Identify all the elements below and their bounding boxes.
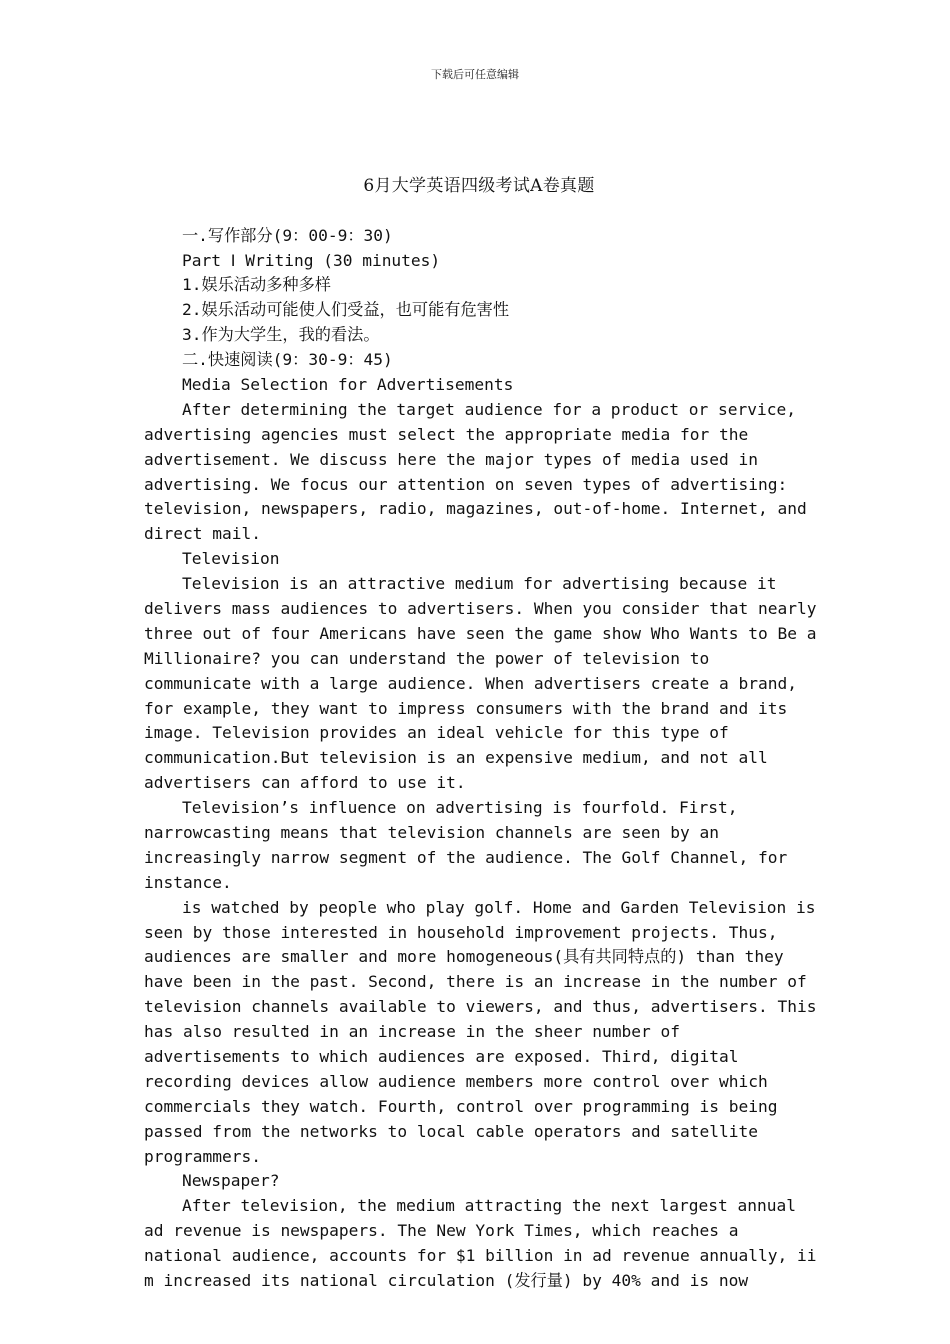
text-line: Part Ⅰ Writing (30 minutes) xyxy=(182,250,441,270)
text-line: advertising agencies must select the appropriate media for the xyxy=(144,424,749,444)
text-line: increasingly narrow segment of the audience. The Golf Channel, for xyxy=(144,847,788,867)
text-line: 二.快速阅读(9：30-9：45) xyxy=(182,350,393,370)
text-line: Millionaire? you can understand the power of television to xyxy=(144,648,710,668)
document-body xyxy=(144,124,817,1294)
text-line: 2.娱乐活动可能使人们受益，也可能有危害性 xyxy=(182,300,510,320)
text-line: Newspaper? xyxy=(182,1171,280,1191)
text-line: 3.作为大学生，我的看法。 xyxy=(182,325,380,345)
text-line: instance. xyxy=(144,872,232,892)
text-line: programmers. xyxy=(144,1146,261,1166)
text-line: 一.写作部分(9：00-9：30) xyxy=(182,225,393,245)
text-line: advertising. We focus our attention on seven types of advertising: xyxy=(144,474,788,494)
text-line: delivers mass audiences to advertisers. When you consider that nearly xyxy=(144,598,817,618)
text-line: commercials they watch. Fourth, control over programming is being xyxy=(144,1096,778,1116)
text-line: advertisers can afford to use it. xyxy=(144,773,466,793)
text-line: Television’s influence on advertising is fourfold. First, xyxy=(182,798,738,818)
text-line: national audience, accounts for $1 billion in ad revenue annually, ii xyxy=(144,1246,817,1266)
text-line: narrowcasting means that television channels are seen by an xyxy=(144,822,719,842)
text-line: image. Television provides an ideal vehicle for this type of xyxy=(144,723,729,743)
text-line: Television is an attractive medium for advertising because it xyxy=(182,574,777,594)
text-line: After determining the target audience for a product or service, xyxy=(182,399,796,419)
text-line: direct mail. xyxy=(144,524,261,544)
text-line: for example, they want to impress consumers with the brand and its xyxy=(144,698,788,718)
text-line: advertisements to which audiences are exposed. Third, digital xyxy=(144,1047,739,1066)
text-line: recording devices allow audience members more control over which xyxy=(144,1071,768,1091)
text-line: television, newspapers, radio, magazines, out-of-home. Internet, and xyxy=(144,499,807,519)
text-line: ad revenue is newspapers. The New York Times, which reaches a xyxy=(144,1221,739,1241)
text-line: has also resulted in an increase in the sheer number of xyxy=(144,1022,681,1042)
document-title: 6月大学英语四级考试A卷真题 xyxy=(363,175,595,196)
text-line: audiences are smaller and more homogeneous(具有共同特点的) than they xyxy=(144,947,784,967)
text-line: m increased its national circulation (发行量) by 40% and is now xyxy=(144,1271,749,1291)
text-line: advertisement. We discuss here the major types of media used in xyxy=(144,449,758,469)
text-line: communication.But television is an expensive medium, and not all xyxy=(144,748,768,768)
text-line: 1.娱乐活动多种多样 xyxy=(182,275,331,295)
text-line: communicate with a large audience. When advertisers create a brand, xyxy=(144,673,797,693)
text-line: is watched by people who play golf. Home and Garden Television is xyxy=(182,897,816,917)
text-line: After television, the medium attracting the next largest annual xyxy=(182,1196,796,1216)
text-line: passed from the networks to local cable operators and satellite xyxy=(144,1121,758,1141)
header-note: 下载后可任意编辑 xyxy=(431,68,519,81)
text-line: three out of four Americans have seen the game show Who Wants to Be a xyxy=(144,623,817,643)
text-line: have been in the past. Second, there is an increase in the number of xyxy=(144,972,807,992)
text-line: seen by those interested in household improvement projects. Thus, xyxy=(144,922,778,942)
text-line: television channels available to viewers, and thus, advertisers. This xyxy=(144,997,817,1017)
text-line: Television xyxy=(182,549,280,569)
text-line: Media Selection for Advertisements xyxy=(182,374,514,394)
